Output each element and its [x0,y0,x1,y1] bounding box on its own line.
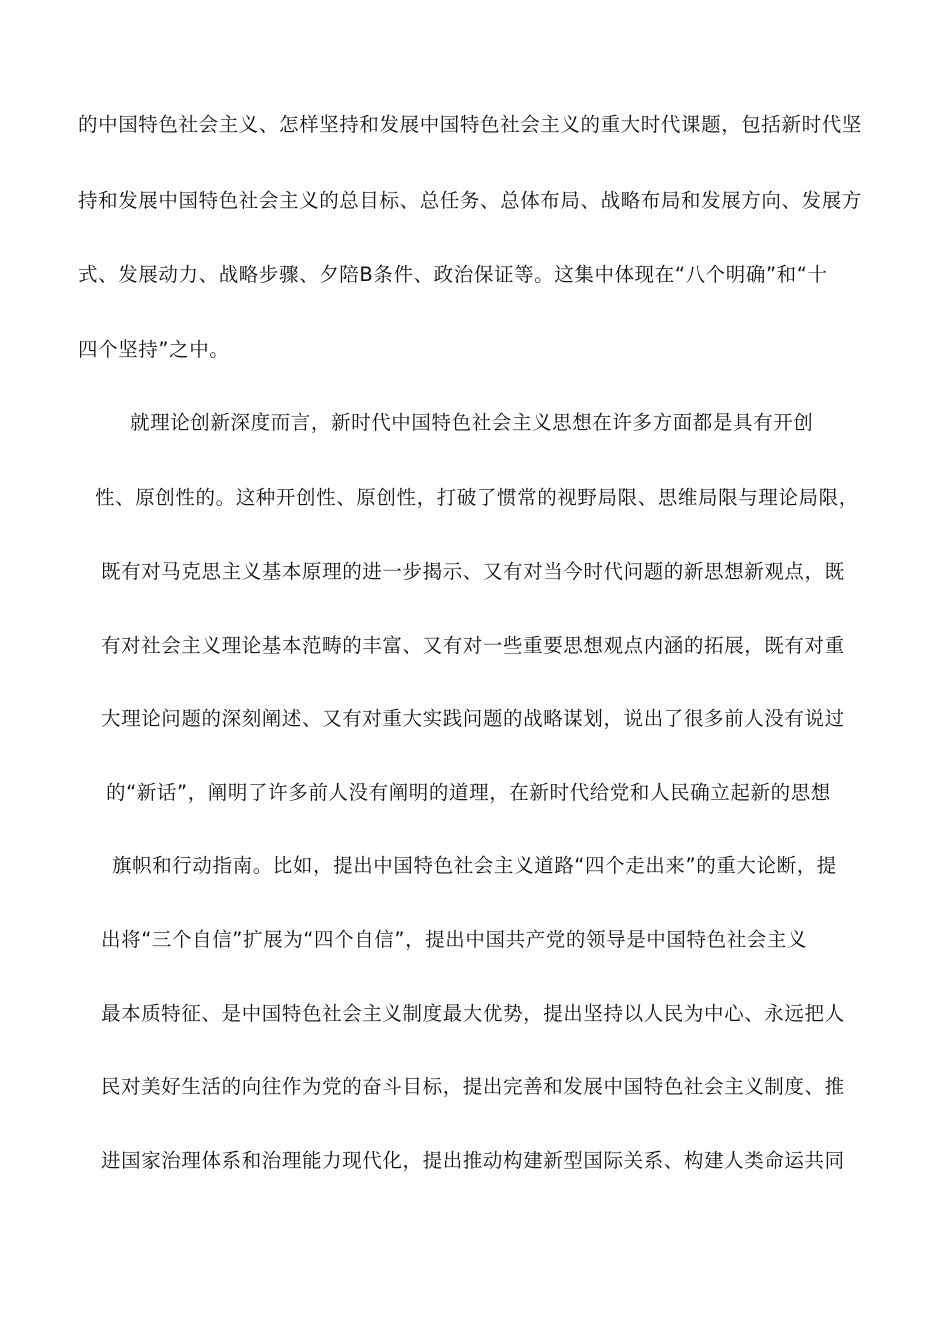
text-line: 有对社会主义理论基本范畴的丰富、又有对一些重要思想观点内涵的拓展，既有对重 [101,634,845,657]
text-line: 的中国特色社会主义、怎样坚持和发展中国特色社会主义的重大时代课题，包括新时代坚 [78,113,862,136]
text-line: 大理论问题的深刻阐述、又有对重大实践问题的战略谋划，说出了很多前人没有说过 [101,707,845,730]
text-line: 既有对马克思主义基本原理的进一步揭示、又有对当今时代问题的新思想新观点，既 [101,560,845,583]
text-line: 式、发展动力、战略步骤、夕陪B条件、政治保证等。这集中体现在“八个明确”和“十 [78,263,828,286]
text-line: 就理论创新深度而言，新时代中国特色社会主义思想在许多方面都是具有开创 [130,411,814,434]
text-line: 持和发展中国特色社会主义的总目标、总任务、总体布局、战略布局和发展方向、发展方 [78,189,862,212]
text-line: 四个坚持”之中。 [78,338,230,361]
text-line: 民对美好生活的向往作为党的奋斗目标，提出完善和发展中国特色社会主义制度、推 [101,1075,845,1098]
text-line: 的“新话”，阐明了许多前人没有阐明的道理，在新时代给党和人民确立起新的思想 [106,781,831,804]
text-line: 进国家治理体系和治理能力现代化，提出推动构建新型国际关系、构建人类命运共同 [101,1149,845,1172]
text-line: 旗帜和行动指南。比如，提出中国特色社会主义道路“四个走出来”的重大论断，提 [112,854,837,877]
text-line: 性、原创性的。这种开创性、原创性，打破了惯常的视野局限、思维局限与理论局限， [95,486,859,509]
text-line: 出将“三个自信”扩展为“四个自信”，提出中国共产党的领导是中国特色社会主义 [101,928,808,951]
text-line: 最本质特征、是中国特色社会主义制度最大优势，提出坚持以人民为中心、永远把人 [101,1002,845,1025]
